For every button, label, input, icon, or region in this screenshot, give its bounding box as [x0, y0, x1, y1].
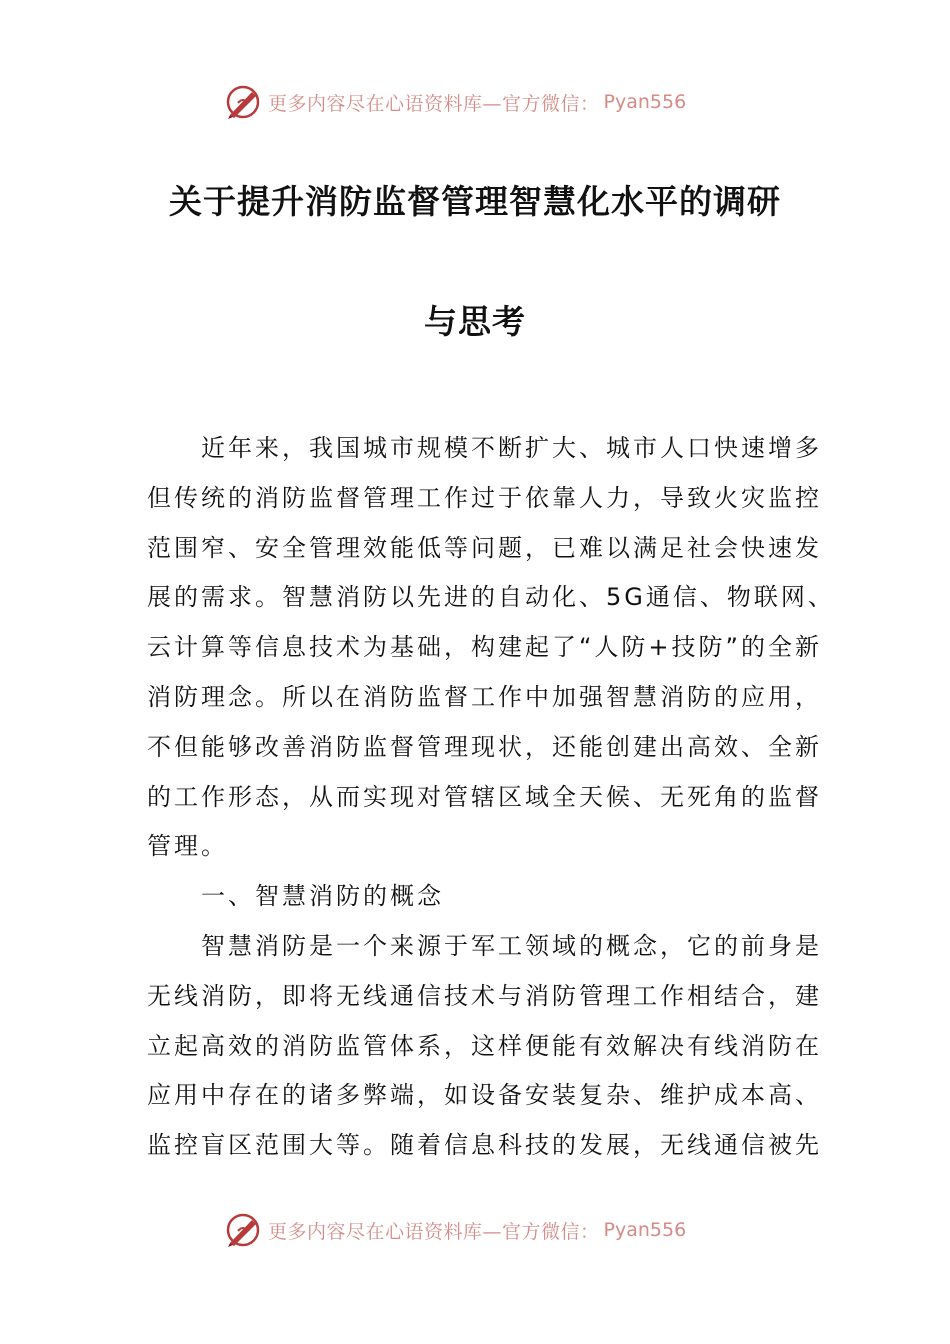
body-line: 范围窄、安全管理效能低等问题，已难以满足社会快速发 [147, 533, 822, 562]
body-line: 展的需求。智慧消防以先进的自动化、5G通信、物联网、 [147, 583, 835, 612]
document-title-line-2: 与思考 [424, 302, 526, 341]
watermark-text: 更多内容尽在心语资料库—官方微信： [268, 1220, 600, 1243]
body-line: 的工作形态，从而实现对管辖区域全天候、无死角的监督 [147, 782, 822, 811]
pen-logo-icon [224, 1211, 262, 1249]
body-line: 消防理念。所以在消防监督工作中加强智慧消防的应用， [147, 682, 822, 711]
body-line: 不但能够改善消防监督管理现状，还能创建出高效、全新 [147, 732, 822, 761]
document-body [147, 424, 835, 1171]
watermark-row [224, 82, 686, 122]
document-title-line-1: 关于提升消防监督管理智慧化水平的调研 [169, 182, 781, 221]
watermark-text: 更多内容尽在心语资料库—官方微信： [268, 92, 600, 115]
body-line: 云计算等信息技术为基础，构建起了“人防+技防”的全新 [147, 633, 822, 662]
body-line: 立起高效的消防监管体系，这样便能有效解决有线消防在 [147, 1031, 822, 1060]
body-line: 管理。 [147, 832, 228, 861]
body-line: 监控盲区范围大等。随着信息科技的发展，无线通信被先 [147, 1131, 822, 1160]
section-heading: 一、智慧消防的概念 [201, 882, 444, 911]
body-line: 无线消防，即将无线通信技术与消防管理工作相结合，建 [147, 981, 822, 1010]
body-line: 近年来，我国城市规模不断扩大、城市人口快速增多 [201, 434, 822, 462]
body-line: 智慧消防是一个来源于军工领域的概念，它的前身是 [201, 931, 822, 960]
watermark-wechat-id: Pyan556 [603, 91, 687, 113]
header-watermark [0, 82, 950, 122]
footer-watermark [0, 1210, 950, 1250]
watermark-wechat-id: Pyan556 [603, 1219, 687, 1241]
watermark-row [224, 1210, 686, 1250]
body-line: 应用中存在的诸多弊端，如设备安装复杂、维护成本高、 [147, 1081, 822, 1110]
body-line: 但传统的消防监督管理工作过于依靠人力，导致火灾监控 [147, 483, 822, 512]
pen-logo-icon [224, 83, 262, 121]
